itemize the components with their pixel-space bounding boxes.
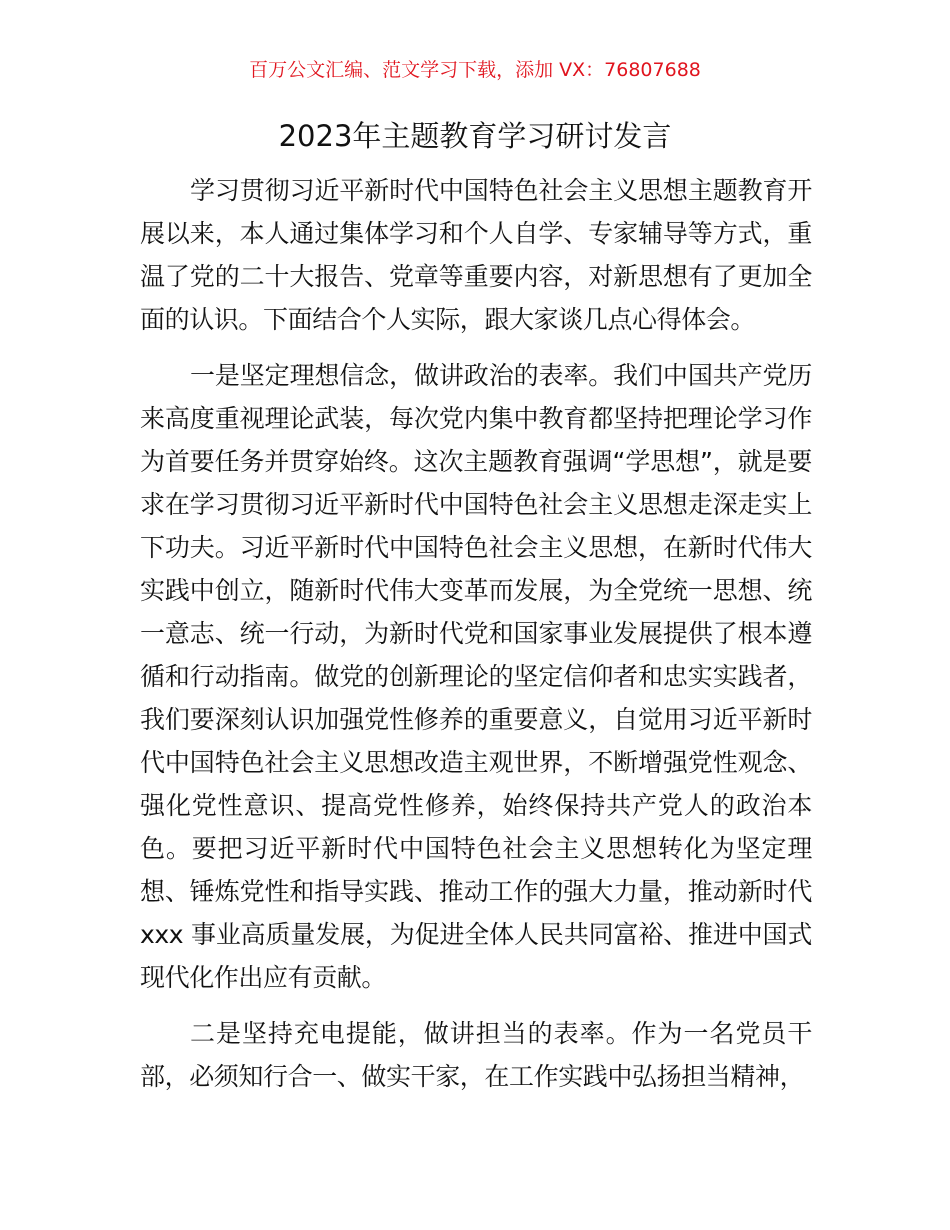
document-body	[140, 169, 812, 1098]
document-title: 2023年主题教育学习研讨发言	[278, 119, 672, 153]
watermark-banner: 百万公文汇编、范文学习下载，添加 VX：76807688	[249, 59, 701, 81]
paragraph-intro: 学习贯彻习近平新时代中国特色社会主义思想主题教育开展以来，本人通过集体学习和个人自学、专家辅导等方式，重温了党的二十大报告、党章等重要内容，对新思想有了更加全面的认识。下面结合个人实际，跟大家谈几点心得体会。	[140, 176, 812, 334]
paragraph-point-two: 二是坚持充电提能，做讲担当的表率。作为一名党员干部，必须知行合一、做实干家，在工作实践中弘扬担当精神，	[140, 1019, 812, 1091]
paragraph-point-one: 一是坚定理想信念，做讲政治的表率。我们中国共产党历来高度重视理论武装，每次党内集中教育都坚持把理论学习作为首要任务并贯穿始终。这次主题教育强调“学思想”，就是要求在学习贯彻习近平新时代中国特色社会主义思想走深走实上下功夫。习近平新时代中国特色社会主义思想，在新时代伟大实践中创立，随新时代伟大变革而发展，为全党统一思想、统一意志、统一行动，为新时代党和国家事业发展提供了根本遵循和行动指南。做党的创新理论的坚定信仰者和忠实实践者，我们要深刻认识加强党性修养的重要意义，自觉用习近平新时代中国特色社会主义思想改造主观世界，不断增强党性观念、强化党性意识、提高党性修养，始终保持共产党人的政治本色。要把习近平新时代中国特色社会主义思想转化为坚定理想、锤炼党性和指导实践、推动工作的强大力量，推动新时代xxx 事业高质量发展，为促进全体人民共同富裕、推进中国式现代化作出应有贡献。	[140, 361, 812, 992]
